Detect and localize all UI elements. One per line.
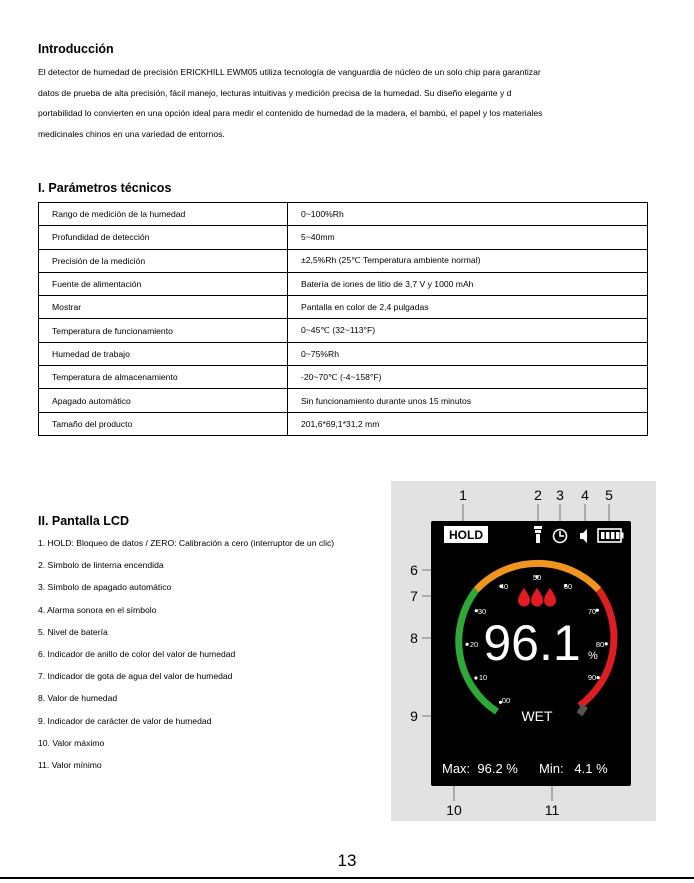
scale-tick-label: 70 [587, 607, 597, 616]
max-value: Max: 96.2 % [442, 761, 518, 776]
param-label: Precisión de la medición [39, 249, 288, 272]
humidity-reading: 96.1 [483, 615, 581, 671]
table-row [39, 272, 648, 295]
list-item: 3. Símbolo de apagado automático [38, 582, 172, 593]
param-value: 0~100%Rh [288, 203, 648, 226]
param-value: 5~40mm [288, 226, 648, 249]
callout-5: 5 [605, 487, 613, 503]
param-label: Mostrar [39, 296, 288, 319]
table-row [39, 342, 648, 365]
scale-tick-label: 80 [595, 640, 605, 649]
table-row [39, 203, 648, 226]
intro-line: datos de prueba de alta precisión, fácil manejo, lecturas intuitivas y medición precisa de la humedad. Su diseño elegante y d [38, 87, 512, 98]
lcd-heading: II. Pantalla LCD [38, 514, 129, 528]
intro-line: El detector de humedad de precisión ERICKHILL EWM05 utiliza tecnología de vanguardia de núcleo de un solo chip para garantizar [38, 67, 541, 77]
table-row [39, 389, 648, 412]
table-row [39, 296, 648, 319]
callout-4: 4 [581, 487, 589, 503]
scale-dot [474, 676, 477, 679]
scale-dot [466, 643, 469, 646]
callout-3: 3 [556, 487, 564, 503]
list-item: 7. Indicador de gota de agua del valor de humedad [38, 671, 233, 682]
list-item: 1. HOLD: Bloqueo de datos / ZERO: Calibración a cero (interruptor de un clic) [38, 538, 335, 548]
lcd-diagram [391, 481, 656, 821]
scale-dot [597, 676, 600, 679]
list-item: 4. Alarma sonora en el símbolo [38, 604, 157, 615]
params-heading: I. Parámetros técnicos [38, 181, 172, 195]
list-item: 10. Valor máximo [38, 737, 105, 748]
param-label: Apagado automático [39, 389, 288, 412]
list-item: 9. Indicador de carácter de valor de humedad [38, 715, 212, 726]
scale-tick-label: 60 [563, 582, 573, 591]
list-item: 11. Valor mínimo [38, 759, 102, 770]
table-row [39, 226, 648, 249]
list-item: 6. Indicador de anillo de color del valor de humedad [38, 648, 236, 659]
param-label: Profundidad de detección [39, 226, 288, 249]
param-value: 0~75%Rh [288, 342, 648, 365]
list-item: 2. Símbolo de linterna encendida [38, 560, 164, 571]
param-value: 201,6*69,1*31,2 mm [288, 412, 648, 435]
list-item: 8. Valor de humedad [38, 693, 118, 704]
params-table [38, 202, 648, 436]
intro-line: medicinales chinos en una variedad de entornos. [38, 128, 225, 139]
page-number: 13 [337, 851, 357, 870]
callout-7: 7 [410, 588, 418, 604]
param-value: Pantalla en color de 2,4 pulgadas [288, 296, 648, 319]
callout-1: 1 [459, 487, 467, 503]
list-item: 5. Nivel de batería [38, 626, 108, 637]
lcd-legend-list [38, 538, 334, 782]
min-value: Min: 4.1 % [539, 761, 608, 776]
param-value: -20~70℃ (-4~158°F) [288, 366, 648, 389]
scale-tick-label: 00 [501, 696, 511, 705]
param-label: Temperatura de funcionamiento [39, 319, 288, 342]
param-label: Tamaño del producto [39, 412, 288, 435]
param-label: Rango de medición de la humedad [39, 203, 288, 226]
intro-heading: Introducción [38, 42, 114, 56]
scale-dot [605, 642, 608, 645]
table-row [39, 412, 648, 435]
intro-line: portabilidad lo convierten en una opción ideal para medir el contenido de humedad de la madera, el bambú, el papel y los materiales [38, 108, 543, 119]
param-value: ±2,5%Rh (25℃ Temperatura ambiente normal) [288, 249, 648, 272]
callout-6: 6 [410, 562, 418, 578]
table-row [39, 319, 648, 342]
param-value: Sin funcionamiento durante unos 15 minutos [288, 389, 648, 412]
callout-10: 10 [446, 802, 462, 818]
param-label: Temperatura de almacenamiento [39, 366, 288, 389]
param-value: Batería de iones de litio de 3,7 V y 1000 mAh [288, 272, 648, 295]
scale-tick-label: 30 [477, 607, 487, 616]
scale-tick-label: 50 [532, 573, 542, 582]
table-row [39, 249, 648, 272]
callout-8: 8 [410, 630, 418, 646]
ring-max-cap [580, 706, 586, 715]
scale-dot [596, 609, 599, 612]
callout-11: 11 [544, 802, 560, 818]
moisture-status: WET [521, 708, 553, 724]
hold-label: HOLD [449, 528, 483, 542]
scale-tick-label: 10 [478, 673, 488, 682]
callout-9: 9 [410, 708, 418, 724]
scale-tick-label: 90 [587, 673, 597, 682]
callout-2: 2 [534, 487, 542, 503]
scale-tick-label: 40 [499, 582, 509, 591]
footer-divider [0, 877, 694, 879]
param-label: Fuente de alimentación [39, 272, 288, 295]
table-row [39, 366, 648, 389]
param-value: 0~45℃ (32~113°F) [288, 319, 648, 342]
intro-paragraph [38, 62, 663, 144]
scale-tick-label: 20 [469, 640, 479, 649]
param-label: Humedad de trabajo [39, 342, 288, 365]
humidity-unit: % [588, 650, 598, 662]
